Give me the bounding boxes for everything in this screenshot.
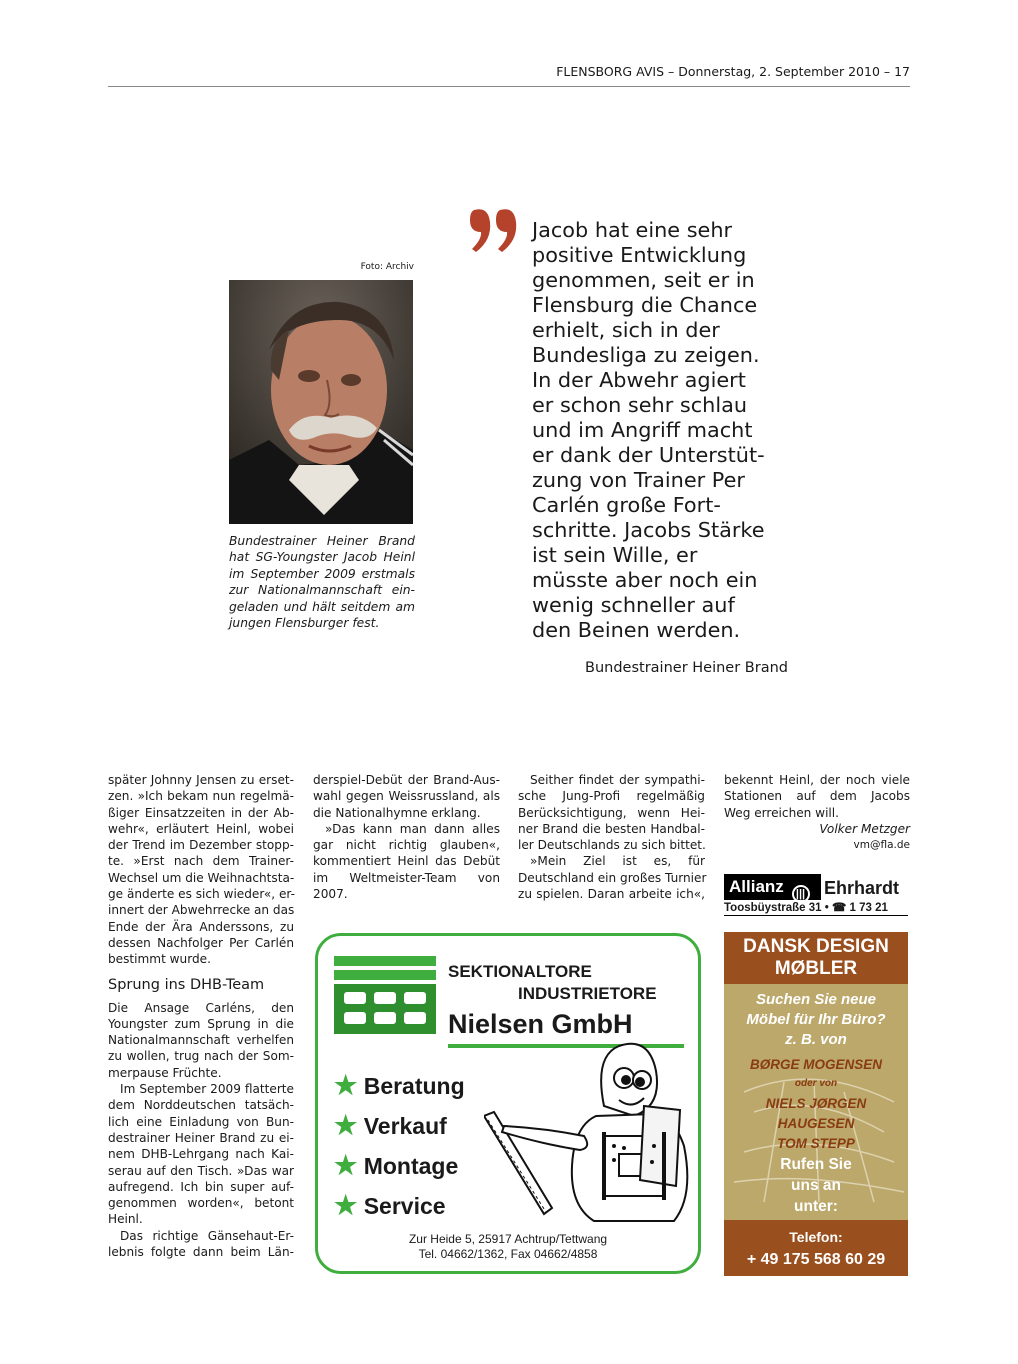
mascot-illustration-icon xyxy=(484,1036,694,1226)
allianz-agent-name: Ehrhardt xyxy=(824,878,900,898)
text-line: lebnis folgte dann beim Län- xyxy=(108,1245,294,1260)
text-line: genommen worden«, betont xyxy=(108,1196,294,1211)
text-line: Seither findet der sympathi- xyxy=(530,773,705,787)
service-label: Montage xyxy=(363,1153,459,1179)
ad-address: Zur Heide 5, 25917 Achtrup/Tettwang xyxy=(408,1232,608,1246)
text-line: Youngster zum Sprung in die xyxy=(108,1016,294,1031)
quote-line: Carlén große Fort- xyxy=(532,493,721,517)
quote-line: Jacob hat eine sehr xyxy=(532,218,733,242)
pull-quote xyxy=(532,218,832,643)
quote-line: er schon sehr schlau xyxy=(532,393,748,417)
text-line: Heinl. xyxy=(108,1212,143,1227)
article-column-4 xyxy=(724,772,910,853)
text-line: derspiel-Debüt der Brand-Aus- xyxy=(313,773,500,787)
text-line: Weg erreichen will. xyxy=(724,805,839,820)
company-name: Nielsen GmbH xyxy=(448,1009,633,1039)
text-line: zen. »Ich bekam nun regelmä- xyxy=(108,789,294,804)
article-column-2 xyxy=(313,772,500,902)
star-icon: ★ xyxy=(334,1190,358,1220)
quote-attribution: Bundestrainer Heiner Brand xyxy=(585,660,788,676)
garage-door-logo-icon xyxy=(334,956,436,1034)
text-line: Das richtige Gänsehaut-Er- xyxy=(120,1228,294,1243)
quote-line: Bundesliga zu zeigen. xyxy=(532,343,760,367)
photo-caption xyxy=(229,533,415,631)
quote-line: schritte. Jacobs Stärke xyxy=(532,518,765,542)
quote-line: In der Abwehr agiert xyxy=(532,368,746,392)
ad-call-line: uns an xyxy=(791,1177,841,1194)
service-label: Verkauf xyxy=(363,1113,447,1139)
text-line: dessen Nachfolger Per Carlén xyxy=(108,935,294,950)
text-line: innert der Abwehrrecke an das xyxy=(108,903,295,918)
text-line: der Trend im Dezember stopp- xyxy=(108,838,294,853)
text-line: te. »Erst nach dem Trainer- xyxy=(108,854,294,869)
caption-line: Bundestrainer Heiner Brand xyxy=(229,534,415,548)
star-icon: ★ xyxy=(334,1150,358,1180)
text-line: destrainer Heiner Brand zu ei- xyxy=(108,1130,294,1145)
ad-call xyxy=(724,1154,908,1217)
ad-body-line: Suchen Sie neue xyxy=(755,991,877,1008)
allianz-address: Toosbüystraße 31 • ☎ 1 73 21 xyxy=(724,901,908,916)
ad-call-line: Rufen Sie xyxy=(780,1156,852,1173)
text-line: die Nationalhymne erklang. xyxy=(313,805,481,820)
author-name: Volker Metzger xyxy=(819,821,910,836)
star-icon: ★ xyxy=(334,1110,358,1140)
ad-title xyxy=(724,936,908,980)
ad-line-1: SEKTIONALTORE xyxy=(448,962,592,981)
text-line: im Weltmeister-Team von xyxy=(313,870,500,885)
caption-line: zur Nationalmannschaft ein- xyxy=(229,583,415,598)
ad-phone: Tel. 04662/1362, Fax 04662/4858 xyxy=(418,1247,598,1261)
phone-label: Telefon: xyxy=(789,1229,843,1245)
service-item xyxy=(334,1110,465,1150)
services-list xyxy=(334,1070,465,1230)
dansk-design-ad xyxy=(724,932,908,1276)
ad-body-line: z. B. von xyxy=(785,1031,847,1048)
quote-line: und im Angriff macht xyxy=(532,418,753,442)
page-header: FLENSBORG AVIS – Donnerstag, 2. September 2010 – 17 xyxy=(108,64,910,87)
text-line: wehr«, erläutert Heinl, wobei xyxy=(108,821,294,836)
designer-name: TOM STEPP xyxy=(777,1136,855,1151)
author-email[interactable]: vm@fla.de xyxy=(853,839,910,852)
caption-line: im September 2009 erstmals xyxy=(229,566,415,581)
designer-name: NIELS JØRGEN xyxy=(765,1096,867,1111)
article-column-3 xyxy=(518,772,705,902)
text-line: »Mein Ziel ist es, für xyxy=(530,854,705,869)
designer-name: HAUGESEN xyxy=(777,1116,855,1131)
text-line: bekennt Heinl, der noch viele xyxy=(724,773,910,787)
phone-number[interactable]: + 49 175 568 60 29 xyxy=(746,1251,886,1268)
service-item xyxy=(334,1070,465,1110)
service-label: Service xyxy=(363,1193,446,1219)
caption-line: geladen und hält seitdem am xyxy=(229,599,415,614)
text-line: Deutschland ein großes Turnier xyxy=(518,870,707,885)
text-line: Ende der Ära Anderssons, zu xyxy=(108,919,294,934)
ad-line-2: INDUSTRIETORE xyxy=(518,984,657,1003)
allianz-brand: Allianz xyxy=(729,877,784,896)
text-line: ler Deutschlands zu sich bittet. xyxy=(518,838,706,853)
allianz-logo-icon: ||| xyxy=(792,885,810,903)
quote-line: ist sein Wille, er xyxy=(532,543,698,567)
text-line: zu spielen. Daran arbeite ich«, xyxy=(518,887,705,902)
quote-line: erhielt, sich in der xyxy=(532,318,720,342)
text-line: »Das kann man dann alles xyxy=(325,821,500,836)
text-line: wahl gegen Weissrussland, als xyxy=(313,789,500,804)
text-line: 2007. xyxy=(313,887,348,902)
text-line: Nationalmannschaft verhelfen xyxy=(108,1033,294,1048)
quote-line: zung von Trainer Per xyxy=(532,468,745,492)
service-item xyxy=(334,1150,465,1190)
ad-title-line: MØBLER xyxy=(774,958,858,979)
text-line: kommentiert Heinl das Debüt xyxy=(313,854,500,869)
nielsen-ad xyxy=(315,933,701,1274)
quote-line: positive Entwicklung xyxy=(532,243,747,267)
quote-line: Flensburg die Chance xyxy=(532,293,758,317)
text-line: sche Jung-Profi regelmäßig xyxy=(518,789,705,804)
text-line: Berücksichtigung, wenn Hei- xyxy=(518,805,705,820)
service-item xyxy=(334,1190,465,1230)
text-line: merpause Früchte. xyxy=(108,1065,222,1080)
text-line: nem DHB-Lehrgang nach Kai- xyxy=(108,1147,294,1162)
portrait-photo xyxy=(229,280,413,524)
star-icon: ★ xyxy=(334,1070,358,1100)
text-line: Im September 2009 flatterte xyxy=(120,1082,294,1097)
text-line: Die Ansage Carléns, den xyxy=(108,1000,294,1015)
text-line: lich eine Einladung von Bun- xyxy=(108,1114,294,1129)
text-line: Wechsel um die Weihnachtsta- xyxy=(108,870,295,885)
quote-line: wenig schneller auf xyxy=(532,593,735,617)
quote-line: genommen, seit er in xyxy=(532,268,755,292)
text-line: gar nicht richtig glauben«, xyxy=(313,838,500,853)
designer-names xyxy=(724,1094,908,1154)
caption-line: hat SG-Youngster Jacob Heinl xyxy=(229,550,415,565)
designer-name: BØRGE MOGENSEN xyxy=(749,1057,882,1072)
ad-oder: oder von xyxy=(794,1078,838,1089)
allianz-ad xyxy=(724,874,908,918)
text-line: ge änderte es sich wieder«, er- xyxy=(108,887,295,902)
text-line: dem Norddeutschen tatsäch- xyxy=(108,1098,294,1113)
text-line: bestimmt wurde. xyxy=(108,952,211,967)
text-line: zu wollen, trug nach der Som- xyxy=(108,1049,294,1064)
text-line: aufregend. Ich bin super auf- xyxy=(108,1179,294,1194)
text-line: Stationen auf dem Jacobs xyxy=(724,789,910,804)
service-label: Beratung xyxy=(363,1073,465,1099)
text-line: serau auf den Tisch. »Das war xyxy=(108,1163,294,1178)
text-line: ner Brand die besten Handbal- xyxy=(518,821,705,836)
text-line: später Johnny Jensen zu erset- xyxy=(108,773,294,787)
quote-line: müsste aber noch ein xyxy=(532,568,758,592)
photo-credit: Foto: Archiv xyxy=(360,262,414,272)
ad-title-line: DANSK DESIGN xyxy=(743,936,889,957)
ad-body xyxy=(724,990,908,1050)
text-line: ßiger Einsatzzeiten in der Ab- xyxy=(108,805,294,820)
subheading: Sprung ins DHB-Team xyxy=(108,976,265,993)
quote-line: den Beinen werden. xyxy=(532,618,741,642)
ad-body-line: Möbel für Ihr Büro? xyxy=(746,1011,886,1028)
caption-line: jungen Flensburger fest. xyxy=(229,616,380,631)
ad-call-line: unter: xyxy=(794,1198,838,1215)
article-column-1 xyxy=(108,772,294,1260)
quote-mark-icon xyxy=(468,206,528,266)
quote-line: er dank der Unterstüt- xyxy=(532,443,765,467)
